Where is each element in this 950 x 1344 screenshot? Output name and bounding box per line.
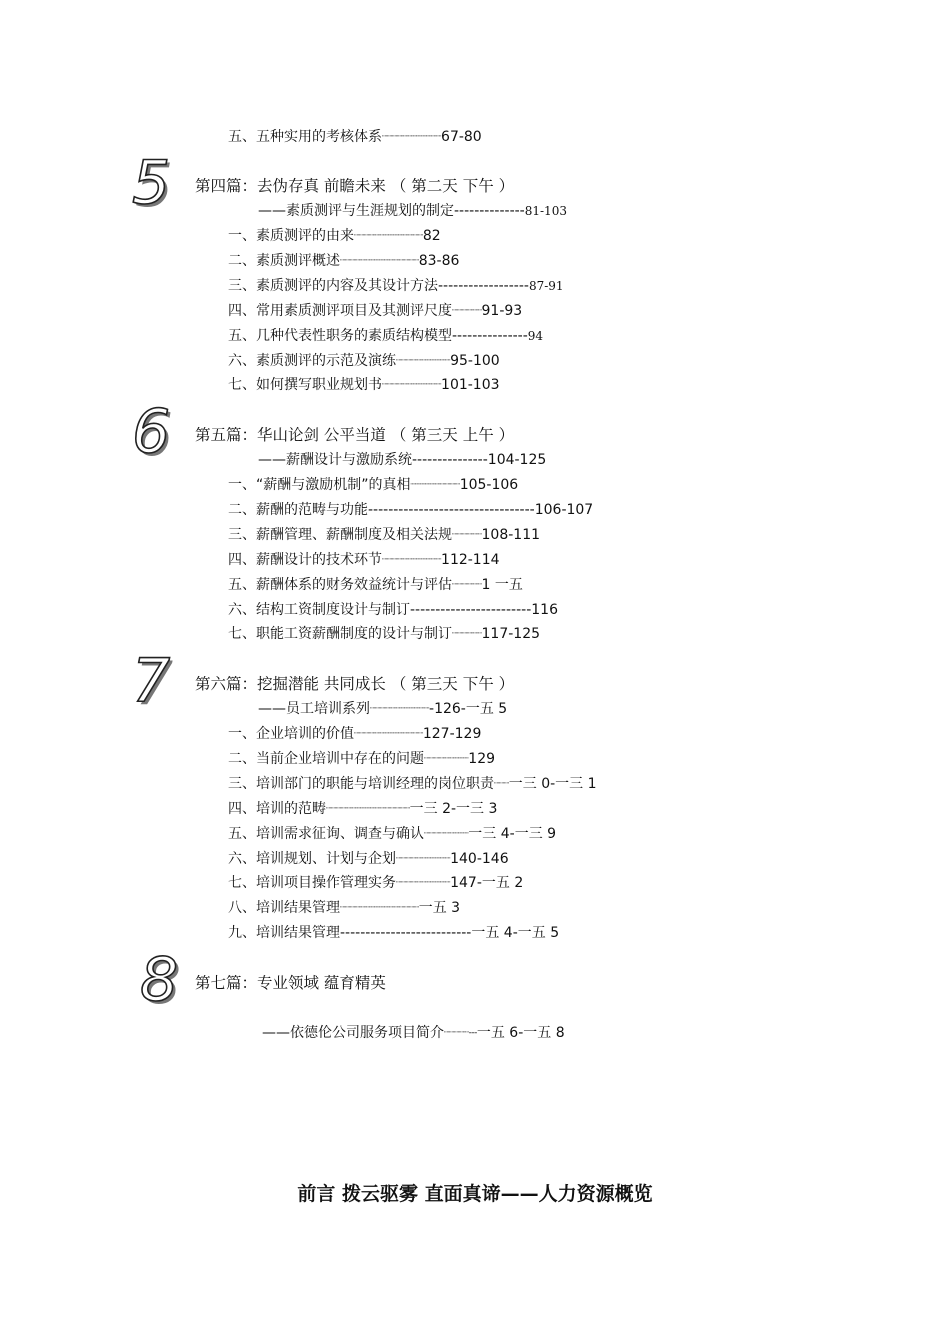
- part-title: 第五篇：华山论剑 公平当道 （ 第三天 上午 ）: [195, 426, 515, 444]
- toc-entry: 六、培训规划、计划与企划┈┈┈┈┈┈┈┈┈┈┈140-146: [228, 851, 509, 867]
- toc-entry: 二、素质测评概述┈┈┈┈┈┈┈┈┈┈┈┈┈┈┈┈83-86: [228, 253, 460, 269]
- toc-entry: 八、培训结果管理┈┈┈┈┈┈┈┈┈┈┈┈┈┈┈┈一五 3: [228, 900, 461, 916]
- toc-entry: 七、培训项目操作管理实务┈┈┈┈┈┈┈┈┈┈┈147-一五 2: [228, 875, 524, 891]
- part-title: 第四篇：去伪存真 前瞻未来 （ 第二天 下午 ）: [195, 177, 515, 195]
- toc-entry: 五、几种代表性职务的素质结构模型---------------94: [228, 328, 544, 344]
- toc-entry: 四、常用素质测评项目及其测评尺度┈┈┈┈┈┈91-93: [228, 303, 523, 319]
- toc-entry: 七、职能工资薪酬制度的设计与制订┈┈┈┈┈┈117-125: [228, 626, 541, 642]
- toc-entry: 四、薪酬设计的技术环节┈┈┈┈┈┈┈┈┈┈┈┈112-114: [228, 552, 500, 568]
- toc-entry: 三、素质测评的内容及其设计方法------------------87-91: [228, 278, 564, 294]
- toc-entry: 一、素质测评的由来┈┈┈┈┈┈┈┈┈┈┈┈┈┈82: [228, 228, 441, 244]
- toc-entry: 五、五种实用的考核体系┈┈┈┈┈┈┈┈┈┈┈┈67-80: [228, 129, 482, 145]
- toc-subtitle: ——员工培训系列┈┈┈┈┈┈┈┈┈┈┈┈-126-一五 5: [258, 701, 508, 717]
- toc-entry: 二、当前企业培训中存在的问题┈┈┈┈┈┈┈┈┈129: [228, 751, 496, 767]
- part-number-6: 6: [132, 397, 171, 467]
- toc-entry: 三、薪酬管理、薪酬制度及相关法规┈┈┈┈┈┈108-111: [228, 527, 541, 543]
- toc-subtitle: ——素质测评与生涯规划的制定--------------81-103: [258, 203, 567, 219]
- part-number-8: 8: [140, 945, 179, 1015]
- part-title: 第七篇：专业领域 蕴育精英: [195, 974, 386, 992]
- toc-entry: 六、素质测评的示范及演练┈┈┈┈┈┈┈┈┈┈┈95-100: [228, 353, 500, 369]
- part-title: 第六篇：挖掘潜能 共同成长 （ 第三天 下午 ）: [195, 675, 515, 693]
- toc-entry: 二、薪酬的范畴与功能---------------------------------106-107: [228, 502, 594, 518]
- toc-entry: 一、“薪酬与激励机制”的真相┈┈┈┈┈┈┈┈┈┈105-106: [228, 477, 519, 493]
- part-number-7: 7: [132, 646, 171, 716]
- toc-entry: 四、培训的范畴┈┈┈┈┈┈┈┈┈┈┈┈┈┈┈┈┈一三 2-一三 3: [228, 801, 498, 817]
- toc-entry: 六、结构工资制度设计与制订------------------------116: [228, 602, 558, 618]
- toc-subtitle: ——薪酬设计与激励系统---------------104-125: [258, 452, 547, 468]
- toc-entry: 九、培训结果管理--------------------------一五 4-一五 5: [228, 925, 560, 941]
- toc-entry: 七、如何撰写职业规划书┈┈┈┈┈┈┈┈┈┈┈┈101-103: [228, 377, 500, 393]
- toc-entry: 五、培训需求征询、调查与确认┈┈┈┈┈┈┈┈┈一三 4-一三 9: [228, 826, 557, 842]
- preface-heading: 前言 拨云驱雾 直面真谛——人力资源概览: [297, 1183, 653, 1205]
- toc-entry: 三、培训部门的职能与培训经理的岗位职责┈┈┈一三 0-一三 1: [228, 776, 597, 792]
- toc-entry: 一、企业培训的价值┈┈┈┈┈┈┈┈┈┈┈┈┈┈127-129: [228, 726, 482, 742]
- toc-entry: 五、薪酬体系的财务效益统计与评估┈┈┈┈┈┈1 一五: [228, 577, 523, 593]
- part-number-5: 5: [132, 148, 171, 218]
- toc-subtitle: ——依德伦公司服务项目简介┈┈┈┈┈---一五 6-一五 8: [262, 1025, 565, 1041]
